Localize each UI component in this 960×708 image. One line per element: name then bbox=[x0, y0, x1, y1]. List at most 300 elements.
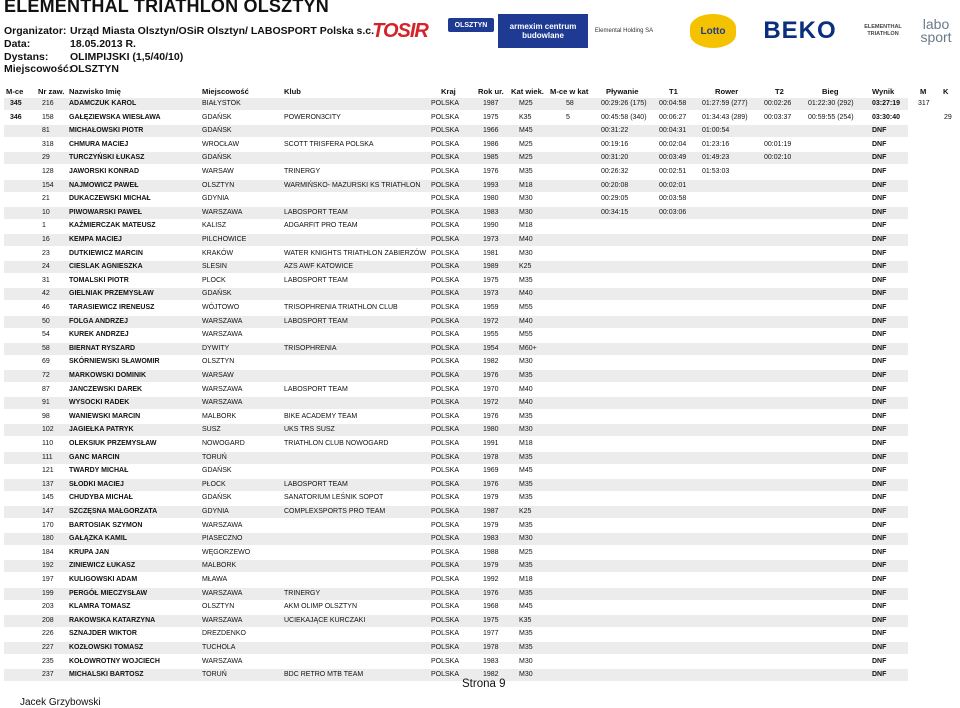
cell-cat: M35 bbox=[519, 494, 533, 502]
cell-name: TARASIEWICZ IRENEUSZ bbox=[69, 304, 155, 311]
cell-cat: K25 bbox=[519, 508, 532, 515]
cell-nr: 21 bbox=[42, 195, 50, 203]
cell-country: POLSKA bbox=[431, 535, 460, 543]
cell-nr: 170 bbox=[42, 521, 54, 529]
cell-city: KRAKÓW bbox=[202, 249, 234, 257]
cell-nr: 1 bbox=[42, 222, 46, 230]
cell-swim: 00:29:26 (175) bbox=[601, 100, 647, 107]
cell-nr: 91 bbox=[42, 399, 50, 407]
cell-city: MALBORK bbox=[202, 562, 237, 570]
cell-name: KAŹMIERCZAK MATEUSZ bbox=[69, 222, 156, 230]
cell-swim: 00:20:08 bbox=[601, 181, 629, 189]
cell-city: WARSZAWA bbox=[202, 399, 243, 407]
table-row bbox=[0, 318, 960, 328]
cell-cat: M25 bbox=[519, 154, 533, 162]
cell-club: TRINERGY bbox=[284, 589, 321, 597]
cell-year: 1979 bbox=[483, 494, 499, 502]
meta-value: OLSZTYN bbox=[70, 63, 119, 75]
cell-club: LABOSPORT TEAM bbox=[284, 385, 348, 393]
cell-cat: M30 bbox=[519, 249, 533, 257]
cell-cat: M30 bbox=[519, 358, 533, 366]
cell-country: POLSKA bbox=[431, 494, 460, 502]
cell-city: PILCHOWICE bbox=[202, 236, 247, 243]
cell-nr: 147 bbox=[42, 508, 54, 515]
cell-name: CHMURA MACIEJ bbox=[69, 140, 129, 148]
cell-year: 1982 bbox=[483, 671, 499, 679]
cell-cat: M30 bbox=[519, 195, 533, 203]
table-row bbox=[0, 603, 960, 613]
cell-club: TRISOPHRENIA TRIATHLON CLUB bbox=[284, 304, 398, 311]
document-title: ELEMENTHAL TRIATHLON OLSZTYN bbox=[4, 0, 329, 16]
table-row bbox=[0, 576, 960, 586]
cell-year: 1978 bbox=[483, 453, 499, 461]
cell-cat: M25 bbox=[519, 140, 533, 148]
table-row bbox=[0, 100, 960, 110]
cell-city: GDAŃSK bbox=[202, 494, 232, 502]
cell-year: 1983 bbox=[483, 208, 499, 216]
cell-place: 345 bbox=[10, 100, 22, 107]
meta-key: Data: bbox=[4, 38, 31, 50]
cell-club: TRISOPHRENIA bbox=[284, 344, 337, 352]
cell-year: 1977 bbox=[483, 630, 499, 638]
cell-nr: 72 bbox=[42, 372, 50, 379]
cell-country: POLSKA bbox=[431, 276, 460, 284]
table-row bbox=[0, 127, 960, 137]
cell-country: POLSKA bbox=[431, 603, 460, 611]
cell-result: DNF bbox=[872, 657, 887, 665]
cell-bike: 01:53:03 bbox=[702, 168, 730, 175]
cell-result: DNF bbox=[872, 399, 887, 407]
table-row bbox=[0, 222, 960, 232]
table-row bbox=[0, 413, 960, 423]
meta-key: Organizator: bbox=[4, 25, 67, 37]
cell-cat: M18 bbox=[519, 222, 533, 230]
cell-name: JAGIEŁKA PATRYK bbox=[69, 426, 134, 434]
cell-name: ADAMCZUK KAROL bbox=[69, 100, 137, 107]
cell-name: RAKOWSKA KATARZYNA bbox=[69, 616, 156, 624]
table-row bbox=[0, 440, 960, 450]
cell-country: POLSKA bbox=[431, 236, 460, 243]
cell-name: GAŁĄZKA KAMIL bbox=[69, 535, 128, 543]
cell-nr: 50 bbox=[42, 317, 50, 325]
cell-city: WARSZAWA bbox=[202, 385, 243, 393]
cell-city: MŁAWA bbox=[202, 576, 228, 583]
col-header-t2: T2 bbox=[775, 87, 784, 96]
cell-t1: 00:02:04 bbox=[659, 140, 687, 148]
cell-result: DNF bbox=[872, 562, 887, 570]
cell-nr: 54 bbox=[42, 331, 50, 339]
cell-bike: 01:00:54 bbox=[702, 127, 730, 135]
cell-result: DNF bbox=[872, 344, 887, 352]
sponsor-logo-elemental: Elemental Holding SA bbox=[594, 28, 654, 34]
sponsor-logos bbox=[356, 14, 960, 48]
cell-year: 1986 bbox=[483, 140, 499, 148]
sponsor-logo-tosir: TOSIR bbox=[372, 19, 428, 42]
cell-country: POLSKA bbox=[431, 113, 460, 121]
cell-name: KLAMRA TOMASZ bbox=[69, 603, 131, 611]
cell-country: POLSKA bbox=[431, 521, 460, 529]
cell-name: SKÓRNIEWSKI SŁAWOMIR bbox=[69, 358, 160, 366]
cell-city: GDYNIA bbox=[202, 195, 229, 203]
cell-year: 1989 bbox=[483, 263, 499, 271]
cell-year: 1978 bbox=[483, 644, 499, 651]
cell-city: WARSZAWA bbox=[202, 589, 243, 597]
cell-club: LABOSPORT TEAM bbox=[284, 208, 348, 216]
meta-line bbox=[4, 38, 136, 50]
cell-nr: 154 bbox=[42, 181, 54, 189]
cell-cat: M45 bbox=[519, 467, 533, 475]
cell-nr: 235 bbox=[42, 657, 54, 665]
cell-result: DNF bbox=[872, 372, 887, 379]
cell-nr: 46 bbox=[42, 304, 50, 311]
table-row bbox=[0, 195, 960, 205]
cell-result: DNF bbox=[872, 440, 887, 447]
table-row bbox=[0, 590, 960, 600]
cell-cat: M35 bbox=[519, 168, 533, 175]
cell-cat: M45 bbox=[519, 127, 533, 135]
table-row bbox=[0, 644, 960, 654]
cell-t2: 00:02:26 bbox=[764, 100, 792, 107]
col-header-nr: Nr zaw. bbox=[38, 87, 65, 96]
cell-year: 1991 bbox=[483, 440, 499, 447]
cell-name: ZINIEWICZ ŁUKASZ bbox=[69, 562, 136, 570]
cell-city: WARSAW bbox=[202, 168, 234, 175]
cell-nr: 237 bbox=[42, 671, 54, 679]
cell-result: 03:30:40 bbox=[872, 113, 901, 121]
col-header-t1: T1 bbox=[669, 87, 678, 96]
cell-nr: 42 bbox=[42, 290, 50, 298]
cell-year: 1987 bbox=[483, 100, 499, 107]
cell-cat: M35 bbox=[519, 589, 533, 597]
cell-name: NAJMOWICZ PAWEŁ bbox=[69, 181, 139, 189]
cell-name: KULIGOWSKI ADAM bbox=[69, 576, 138, 583]
cell-club: UCIEKAJĄCE KURCZAKI bbox=[284, 616, 366, 624]
table-row bbox=[0, 481, 960, 491]
meta-line bbox=[4, 63, 119, 75]
cell-city: TUCHOLA bbox=[202, 644, 236, 651]
cell-year: 1975 bbox=[483, 276, 499, 284]
cell-result: DNF bbox=[872, 290, 887, 298]
cell-city: SUSZ bbox=[202, 426, 221, 434]
cell-nr: 121 bbox=[42, 467, 54, 475]
cell-name: MARKOWSKI DOMINIK bbox=[69, 372, 146, 379]
cell-result: DNF bbox=[872, 168, 887, 175]
cell-year: 1972 bbox=[483, 317, 499, 325]
cell-city: GDAŃSK bbox=[202, 113, 232, 121]
col-header-club: Klub bbox=[284, 87, 301, 96]
table-row bbox=[0, 141, 960, 151]
table-row bbox=[0, 535, 960, 545]
cell-club: WARMIŃSKO- MAZURSKI KS TRIATHLON bbox=[284, 181, 421, 189]
cell-swim: 00:45:58 (340) bbox=[601, 113, 647, 121]
cell-country: POLSKA bbox=[431, 344, 460, 352]
cell-year: 1973 bbox=[483, 290, 499, 298]
cell-year: 1976 bbox=[483, 480, 499, 488]
cell-name: DUTKIEWICZ MARCIN bbox=[69, 249, 143, 257]
cell-nr: 192 bbox=[42, 562, 54, 570]
col-header-city: Miejscowość bbox=[202, 87, 249, 96]
table-row bbox=[0, 372, 960, 382]
cell-result: DNF bbox=[872, 222, 887, 230]
cell-result: DNF bbox=[872, 358, 887, 366]
cell-year: 1976 bbox=[483, 412, 499, 420]
cell-city: TORUŃ bbox=[202, 453, 227, 461]
cell-year: 1983 bbox=[483, 657, 499, 665]
cell-cat: K35 bbox=[519, 616, 532, 624]
cell-year: 1980 bbox=[483, 195, 499, 203]
cell-t1: 00:03:58 bbox=[659, 195, 687, 203]
cell-club: WATER KNIGHTS TRIATHLON ZABIERZÓW bbox=[284, 249, 427, 257]
table-row bbox=[0, 617, 960, 627]
cell-city: OLSZTYN bbox=[202, 603, 235, 611]
cell-nr: 87 bbox=[42, 385, 50, 393]
cell-club: TRINERGY bbox=[284, 168, 321, 175]
cell-swim: 00:31:20 bbox=[601, 154, 629, 162]
meta-line bbox=[4, 25, 374, 37]
cell-nr: 199 bbox=[42, 589, 54, 597]
cell-cat: M35 bbox=[519, 644, 533, 651]
cell-nr: 145 bbox=[42, 494, 54, 502]
table-row bbox=[0, 358, 960, 368]
col-header-k: K bbox=[943, 87, 949, 96]
cell-city: KALISZ bbox=[202, 222, 227, 230]
cell-result: DNF bbox=[872, 236, 887, 243]
sponsor-logo-armexim: armexim centrum budowlane bbox=[498, 14, 588, 48]
cell-name: TWARDY MICHAŁ bbox=[69, 467, 129, 475]
cell-year: 1979 bbox=[483, 562, 499, 570]
cell-result: DNF bbox=[872, 331, 887, 339]
cell-cat: M55 bbox=[519, 304, 533, 311]
cell-country: POLSKA bbox=[431, 644, 460, 651]
cell-country: POLSKA bbox=[431, 657, 460, 665]
table-row bbox=[0, 494, 960, 504]
cell-cat: M40 bbox=[519, 317, 533, 325]
cell-t1: 00:03:49 bbox=[659, 154, 687, 162]
cell-swim: 00:19:16 bbox=[601, 140, 629, 148]
table-row bbox=[0, 549, 960, 559]
cell-year: 1970 bbox=[483, 385, 499, 393]
cell-cat: M30 bbox=[519, 535, 533, 543]
cell-club: ADGARFIT PRO TEAM bbox=[284, 222, 358, 230]
cell-name: JAWORSKI KONRAD bbox=[69, 168, 140, 175]
cell-run: 00:59:55 (254) bbox=[808, 113, 854, 121]
cell-run: 01:22:30 (292) bbox=[808, 100, 854, 107]
cell-name: DUKACZEWSKI MICHAŁ bbox=[69, 195, 151, 203]
cell-name: TOMALSKI PIOTR bbox=[69, 276, 129, 284]
cell-club: LABOSPORT TEAM bbox=[284, 480, 348, 488]
col-header-run: Bieg bbox=[822, 87, 839, 96]
cell-country: POLSKA bbox=[431, 562, 460, 570]
col-header-result: Wynik bbox=[872, 87, 895, 96]
col-header-cat: Kat wiek. bbox=[511, 87, 544, 96]
cell-nr: 58 bbox=[42, 344, 50, 352]
cell-year: 1975 bbox=[483, 113, 499, 121]
cell-swim: 00:31:22 bbox=[601, 127, 629, 135]
cell-t2: 00:02:10 bbox=[764, 154, 792, 162]
cell-place: 346 bbox=[10, 113, 22, 121]
cell-swim: 00:34:15 bbox=[601, 208, 629, 216]
cell-cat: M25 bbox=[519, 548, 533, 556]
table-row bbox=[0, 277, 960, 287]
cell-city: PIASECZNO bbox=[202, 535, 243, 543]
cell-result: DNF bbox=[872, 535, 887, 543]
cell-cat: M45 bbox=[519, 603, 533, 611]
cell-city: WROCŁAW bbox=[202, 140, 240, 148]
cell-name: PERGÓŁ MIECZYSŁAW bbox=[69, 589, 148, 597]
cell-country: POLSKA bbox=[431, 576, 460, 583]
cell-city: NOWOGARD bbox=[202, 440, 245, 447]
cell-nr: 128 bbox=[42, 168, 54, 175]
cell-country: POLSKA bbox=[431, 222, 460, 230]
cell-name: JANCZEWSKI DAREK bbox=[69, 385, 143, 393]
cell-year: 1955 bbox=[483, 331, 499, 339]
cell-nr: 23 bbox=[42, 249, 50, 257]
table-row bbox=[0, 182, 960, 192]
col-header-catplace: M-ce w kat bbox=[550, 87, 589, 96]
cell-nr: 227 bbox=[42, 644, 54, 651]
meta-key: Dystans: bbox=[4, 51, 49, 63]
cell-name: GANC MARCIN bbox=[69, 453, 120, 461]
cell-t2: 00:03:37 bbox=[764, 113, 792, 121]
cell-year: 1954 bbox=[483, 344, 499, 352]
meta-value: Urząd Miasta Olsztyn/OSiR Olsztyn/ LABOSPORT Polska s.c. bbox=[70, 25, 374, 37]
cell-year: 1981 bbox=[483, 249, 499, 257]
cell-year: 1979 bbox=[483, 521, 499, 529]
footer-author: Jacek Grzybowski bbox=[20, 697, 101, 708]
cell-name: SZCZĘSNA MAŁGORZATA bbox=[69, 508, 158, 515]
table-row bbox=[0, 658, 960, 668]
cell-year: 1980 bbox=[483, 426, 499, 434]
cell-bike: 01:23:16 bbox=[702, 140, 730, 148]
cell-t1: 00:02:01 bbox=[659, 181, 687, 189]
table-row bbox=[0, 562, 960, 572]
cell-year: 1975 bbox=[483, 616, 499, 624]
cell-cat: M18 bbox=[519, 576, 533, 583]
cell-result: DNF bbox=[872, 630, 887, 638]
cell-name: MICHALSKI BARTOSZ bbox=[69, 671, 144, 679]
cell-result: DNF bbox=[872, 181, 887, 189]
cell-city: PLOCK bbox=[202, 276, 226, 284]
cell-city: WARSZAWA bbox=[202, 616, 243, 624]
cell-t1: 00:02:51 bbox=[659, 168, 687, 175]
cell-nr: 24 bbox=[42, 263, 50, 271]
cell-club: LABOSPORT TEAM bbox=[284, 276, 348, 284]
cell-club: UKS TRS SUSZ bbox=[284, 426, 335, 434]
cell-year: 1992 bbox=[483, 576, 499, 583]
cell-name: BARTOSIAK SZYMON bbox=[69, 521, 143, 529]
cell-nr: 29 bbox=[42, 154, 50, 162]
cell-name: KOŁOWROTNY WOJCIECH bbox=[69, 657, 160, 665]
cell-cat: M40 bbox=[519, 290, 533, 298]
cell-nr: 318 bbox=[42, 140, 54, 148]
cell-cat: M40 bbox=[519, 399, 533, 407]
cell-t1: 00:04:58 bbox=[659, 100, 687, 107]
cell-country: POLSKA bbox=[431, 508, 460, 515]
cell-name: TURCZYŃSKI ŁUKASZ bbox=[69, 154, 145, 162]
meta-value: 18.05.2013 R. bbox=[70, 38, 136, 50]
cell-nr: 16 bbox=[42, 236, 50, 243]
cell-year: 1993 bbox=[483, 181, 499, 189]
cell-result: DNF bbox=[872, 508, 887, 515]
cell-country: POLSKA bbox=[431, 548, 460, 556]
cell-club: BDC RETRO MTB TEAM bbox=[284, 671, 364, 679]
cell-club: LABOSPORT TEAM bbox=[284, 317, 348, 325]
cell-nr: 110 bbox=[42, 440, 54, 447]
cell-club: AZS AWF KATOWICE bbox=[284, 263, 354, 271]
cell-country: POLSKA bbox=[431, 480, 460, 488]
cell-country: POLSKA bbox=[431, 317, 460, 325]
cell-city: DYWITY bbox=[202, 344, 230, 352]
cell-city: DREZDENKO bbox=[202, 630, 246, 638]
cell-cat: M40 bbox=[519, 385, 533, 393]
cell-year: 1972 bbox=[483, 399, 499, 407]
cell-name: SŁODKI MACIEJ bbox=[69, 480, 124, 488]
cell-result: DNF bbox=[872, 127, 887, 135]
cell-name: CHUDYBA MICHAŁ bbox=[69, 494, 133, 502]
cell-club: AKM OLIMP OLSZTYN bbox=[284, 603, 357, 611]
cell-city: GDYNIA bbox=[202, 508, 229, 515]
cell-result: DNF bbox=[872, 304, 887, 311]
cell-city: MALBORK bbox=[202, 412, 237, 420]
cell-cat: K35 bbox=[519, 113, 532, 121]
table-row bbox=[0, 304, 960, 314]
cell-nr: 216 bbox=[42, 100, 54, 107]
cell-result: DNF bbox=[872, 494, 887, 502]
cell-name: WYSOCKI RADEK bbox=[69, 399, 130, 407]
cell-country: POLSKA bbox=[431, 630, 460, 638]
cell-k: 29 bbox=[944, 113, 952, 121]
cell-country: POLSKA bbox=[431, 671, 460, 679]
cell-result: DNF bbox=[872, 426, 887, 434]
table-row bbox=[0, 630, 960, 640]
cell-year: 1976 bbox=[483, 168, 499, 175]
cell-name: BIERNAT RYSZARD bbox=[69, 344, 136, 352]
col-header-m: M bbox=[920, 87, 927, 96]
cell-country: POLSKA bbox=[431, 168, 460, 175]
cell-nr: 81 bbox=[42, 127, 50, 135]
sponsor-logo-elementhal: ELEMENTHAL TRIATHLON bbox=[864, 24, 902, 37]
cell-result: DNF bbox=[872, 412, 887, 420]
cell-name: GAŁĘZIEWSKA WIESŁAWA bbox=[69, 113, 161, 121]
table-row bbox=[0, 399, 960, 409]
cell-country: POLSKA bbox=[431, 290, 460, 298]
table-row bbox=[0, 522, 960, 532]
cell-cat: M30 bbox=[519, 671, 533, 679]
table-row bbox=[0, 426, 960, 436]
cell-nr: 102 bbox=[42, 426, 54, 434]
cell-m: 317 bbox=[918, 100, 930, 107]
cell-cat: M18 bbox=[519, 440, 533, 447]
cell-year: 1968 bbox=[483, 603, 499, 611]
table-row bbox=[0, 236, 960, 246]
cell-club: TRIATHLON CLUB NOWOGARD bbox=[284, 440, 389, 447]
cell-year: 1966 bbox=[483, 127, 499, 135]
cell-cat: M30 bbox=[519, 208, 533, 216]
cell-city: WARSAW bbox=[202, 372, 234, 379]
table-row bbox=[0, 508, 960, 518]
cell-nr: 158 bbox=[42, 113, 54, 121]
cell-bike: 01:34:43 (289) bbox=[702, 113, 748, 121]
cell-name: KEMPA MACIEJ bbox=[69, 236, 122, 243]
cell-country: POLSKA bbox=[431, 440, 460, 447]
cell-name: FOLGA ANDRZEJ bbox=[69, 317, 128, 325]
table-row bbox=[0, 154, 960, 164]
cell-club: SCOTT TRISFERA POLSKA bbox=[284, 140, 374, 148]
cell-year: 1969 bbox=[483, 467, 499, 475]
col-header-name: Nazwisko Imię bbox=[69, 87, 121, 96]
sponsor-logo-beko: BEKO bbox=[763, 17, 837, 44]
cell-country: POLSKA bbox=[431, 399, 460, 407]
